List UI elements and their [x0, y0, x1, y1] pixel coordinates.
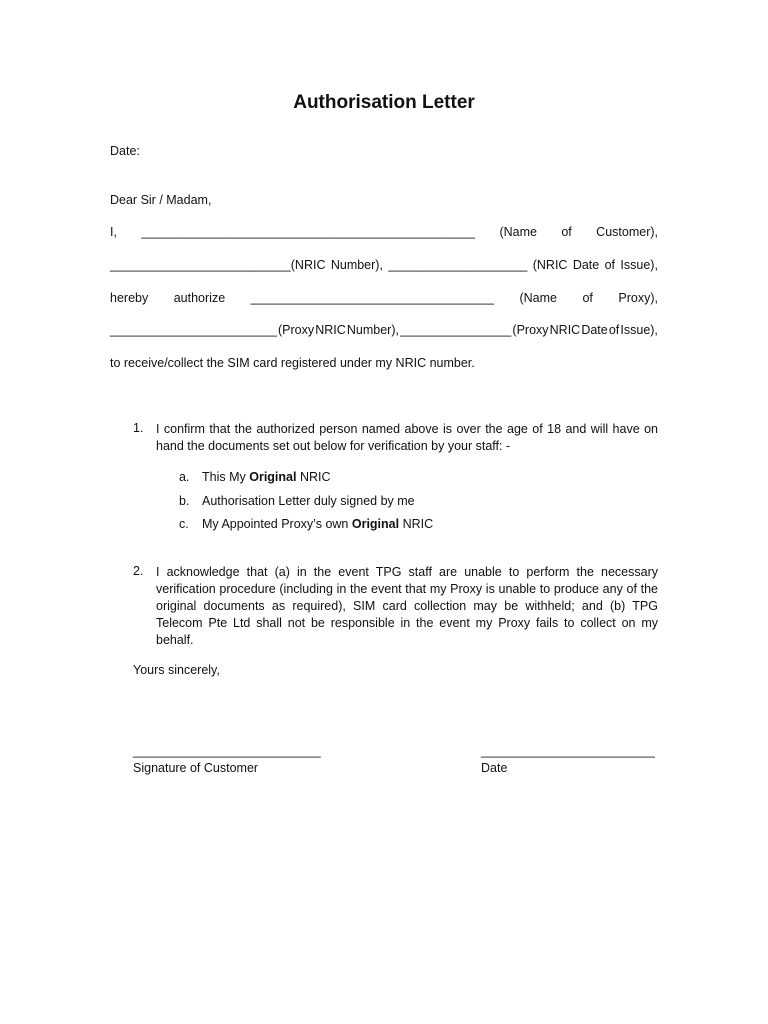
confirmation-paragraph: I confirm that the authorized person named above is over the age of 18 and will have on hand the documents set out below for verification by your staff: -	[156, 422, 658, 453]
sub-item-text: NRIC	[399, 517, 434, 531]
line2-word: of	[604, 258, 616, 272]
line3-word: Proxy),	[618, 291, 658, 305]
line2-word: Issue),	[620, 258, 658, 272]
line3-word: hereby	[110, 291, 149, 305]
item-number: 1.	[133, 421, 144, 435]
line1-word: of	[561, 225, 572, 239]
signature-blank: ___________________________	[133, 744, 321, 758]
line4-word: Number),	[346, 323, 399, 337]
proxy-nric-line	[110, 323, 658, 337]
line1-word: I,	[110, 225, 117, 239]
sub-item-text: This My	[202, 470, 250, 484]
proxy-name-line	[110, 291, 658, 305]
line3-word: of	[582, 291, 593, 305]
line4-word: Issue),	[620, 323, 658, 337]
line2-word: Number),	[330, 258, 383, 272]
acknowledgement-paragraph: I acknowledge that (a) in the event TPG staff are unable to perform the necessary verification procedure (including in the event that my Proxy is unable to produce any of the original documents as required), SIM card collection may be withheld; and (b) TPG Telecom Pte Ltd shall not be responsible in the event my Proxy fails to collect on my behalf.	[156, 565, 658, 647]
nric-number-blank: __________________________(NRIC	[110, 258, 326, 272]
customer-name-blank: ________________________________________________	[141, 225, 476, 239]
line2-word: (NRIC	[532, 258, 568, 272]
proxy-nric-date-blank: ________________	[400, 323, 512, 337]
item-number: 2.	[133, 564, 144, 578]
line4-word: NRIC	[315, 323, 346, 337]
sub-item-text: My Appointed Proxy’s own	[202, 517, 352, 531]
sub-item-text: NRIC	[296, 470, 331, 484]
line1-word: Customer),	[596, 225, 658, 239]
line4-word: of	[608, 323, 620, 337]
line3-word: (Name	[519, 291, 557, 305]
date-signature-label: Date	[481, 761, 508, 775]
closing: Yours sincerely,	[133, 663, 220, 677]
date-label: Date:	[110, 144, 140, 158]
sub-item-b: Authorisation Letter duly signed by me	[202, 494, 415, 508]
line4-word: (Proxy	[277, 323, 315, 337]
date-blank: _________________________	[481, 744, 655, 758]
line4-word: (Proxy	[512, 323, 549, 337]
sub-item-a	[202, 470, 331, 484]
sub-item-letter: b.	[179, 494, 190, 508]
line2-word: Date	[572, 258, 600, 272]
sub-item-bold: Original	[351, 517, 400, 531]
sub-item-letter: c.	[179, 517, 189, 531]
line4-word: NRIC	[549, 323, 581, 337]
salutation: Dear Sir / Madam,	[110, 193, 212, 207]
signature-label: Signature of Customer	[133, 761, 259, 775]
customer-name-line	[110, 225, 658, 239]
line3-word: authorize	[173, 291, 226, 305]
purpose-line: to receive/collect the SIM card registered under my NRIC number.	[110, 356, 475, 370]
sub-item-bold: Original	[249, 470, 297, 484]
line1-word: (Name	[499, 225, 537, 239]
proxy-nric-blank: ________________________	[110, 323, 277, 337]
sub-item-c	[202, 517, 433, 531]
sub-item-letter: a.	[179, 470, 190, 484]
nric-line	[110, 258, 658, 272]
proxy-name-blank: ___________________________________	[250, 291, 494, 305]
nric-date-blank: ____________________	[388, 258, 528, 272]
page-title: Authorisation Letter	[293, 92, 475, 113]
line4-word: Date	[581, 323, 608, 337]
